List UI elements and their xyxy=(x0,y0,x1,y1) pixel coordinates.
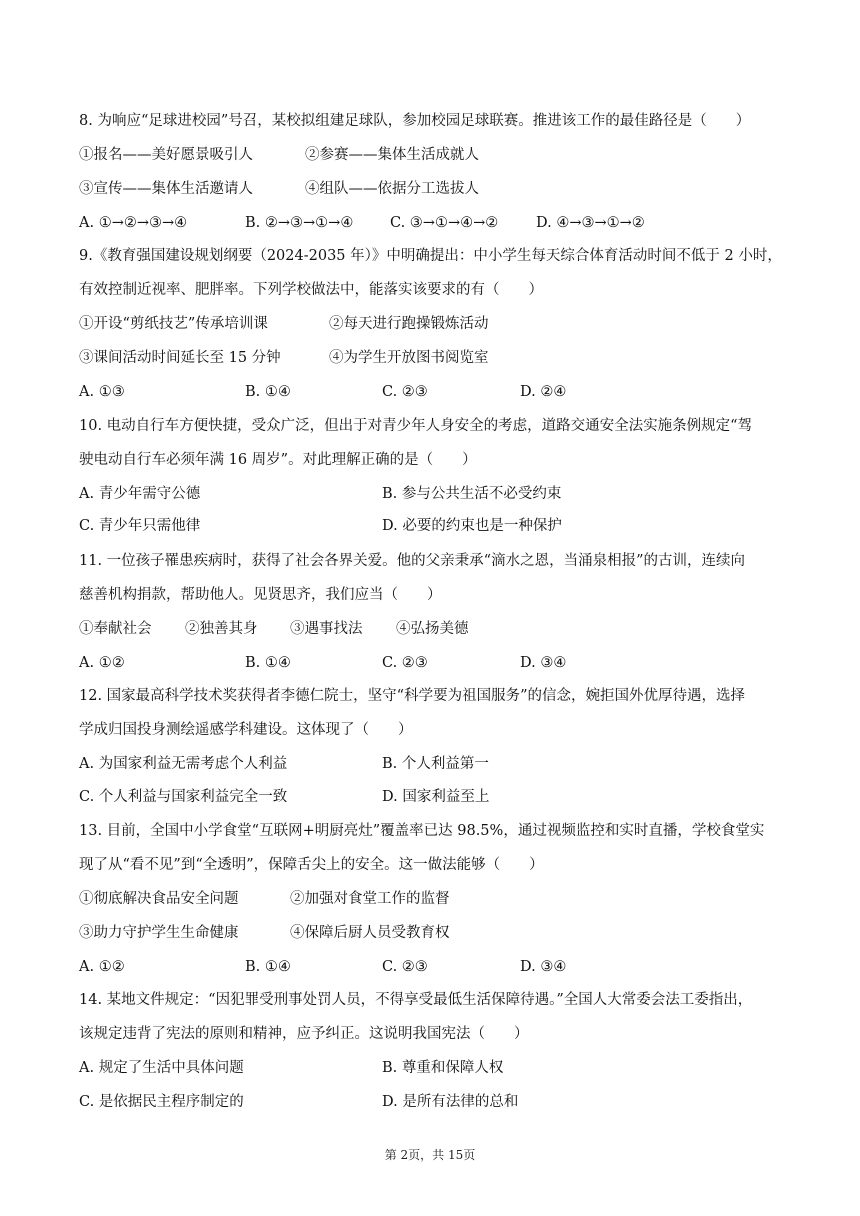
question-10-stem-line-2: 驶电动自行车必须年满 16 周岁”。对此理解正确的是（ ） xyxy=(79,452,477,468)
option-c: C. 个人利益与国家利益完全一致 xyxy=(79,789,288,805)
question-11-item-4: ④弘扬美德 xyxy=(396,621,469,637)
question-9-item-2: ②每天进行跑操锻炼活动 xyxy=(329,316,489,332)
question-9-item-1: ①开设“剪纸技艺”传承培训课 xyxy=(79,316,268,332)
option-d: D. 是所有法律的总和 xyxy=(382,1094,519,1110)
option-c: C. 是依据民主程序制定的 xyxy=(79,1094,244,1110)
option-d: D. 国家利益至上 xyxy=(382,789,490,805)
option-c: C. ③→①→④→② xyxy=(390,215,499,231)
option-b: B. 个人利益第一 xyxy=(382,756,489,772)
option-b: B. ②→③→①→④ xyxy=(245,215,354,231)
question-14-stem-line-2: 该规定违背了宪法的原则和精神，应予纠正。这说明我国宪法（ ） xyxy=(79,1026,529,1042)
option-c: C. ②③ xyxy=(382,384,428,400)
option-b: B. ①④ xyxy=(245,655,291,671)
option-a: A. 青少年需守公德 xyxy=(79,486,201,502)
page-number-footer: 第 2页，共 15页 xyxy=(384,1148,476,1162)
option-a: A. ①② xyxy=(79,655,125,671)
question-13-item-2: ②加强对食堂工作的监督 xyxy=(290,891,450,907)
question-8-item-3: ③宣传——集体生活邀请人 xyxy=(79,181,253,197)
question-13-stem-line-2: 现了从“看不见”到“全透明”，保障舌尖上的安全。这一做法能够（ ） xyxy=(79,857,544,873)
question-13-item-3: ③助力守护学生生命健康 xyxy=(79,925,239,941)
question-13-item-4: ④保障后厨人员受教育权 xyxy=(290,925,450,941)
question-11-stem-line-2: 慈善机构捐款，帮助他人。见贤思齐，我们应当（ ） xyxy=(79,587,442,603)
option-c: C. ②③ xyxy=(382,655,428,671)
option-d: D. ②④ xyxy=(520,384,567,400)
question-8-item-2: ②参赛——集体生活成就人 xyxy=(305,147,479,163)
question-14-stem-line-1: 14. 某地文件规定：“因犯罪受刑事处罚人员，不得享受最低生活保障待遇。”全国人大常委会法工委指出， xyxy=(79,992,753,1008)
option-a: A. ①③ xyxy=(79,384,125,400)
option-c: C. ②③ xyxy=(382,959,428,975)
question-8-item-4: ④组队——依据分工选拔人 xyxy=(305,181,479,197)
question-11-item-1: ①奉献社会 xyxy=(79,621,152,637)
question-11-item-2: ②独善其身 xyxy=(185,621,258,637)
question-9-stem-line-1: 9.《教育强国建设规划纲要（2024-2035 年）》中明确提出：中小学生每天综合体育活动时间不低于 2 小时， xyxy=(79,248,782,264)
option-a: A. ①→②→③→④ xyxy=(79,215,188,231)
question-8-stem: 8. 为响应“足球进校园”号召，某校拟组建足球队，参加校园足球联赛。推进该工作的最佳路径是（ ） xyxy=(79,113,751,129)
option-a: A. 为国家利益无需考虑个人利益 xyxy=(79,756,288,772)
question-12-stem-line-1: 12. 国家最高科学技术奖获得者李德仁院士，坚守“科学要为祖国服务”的信念，婉拒国外优厚待遇，选择 xyxy=(79,688,745,704)
option-a: A. ①② xyxy=(79,959,125,975)
option-d: D. ④→③→①→② xyxy=(536,215,645,231)
question-8-item-1: ①报名——美好愿景吸引人 xyxy=(79,147,253,163)
question-9-item-3: ③课间活动时间延长至 15 分钟 xyxy=(79,350,281,366)
question-10-stem-line-1: 10. 电动自行车方便快捷，受众广泛，但出于对青少年人身安全的考虑，道路交通安全法实施条例规定“驾 xyxy=(79,418,753,434)
option-d: D. ③④ xyxy=(520,959,567,975)
option-c: C. 青少年只需他律 xyxy=(79,518,201,534)
question-11-stem-line-1: 11. 一位孩子罹患疾病时，获得了社会各界关爱。他的父亲秉承“滴水之恩，当涌泉相报”的古训，连续向 xyxy=(79,553,745,569)
option-d: D. ③④ xyxy=(520,655,567,671)
question-9-item-4: ④为学生开放图书阅览室 xyxy=(329,350,489,366)
option-b: B. ①④ xyxy=(245,959,291,975)
option-d: D. 必要的约束也是一种保护 xyxy=(382,518,562,534)
option-b: B. ①④ xyxy=(245,384,291,400)
question-13-stem-line-1: 13. 目前，全国中小学食堂“互联网+明厨亮灶”覆盖率已达 98.5%，通过视频监控和实时直播，学校食堂实 xyxy=(79,823,765,839)
option-a: A. 规定了生活中具体问题 xyxy=(79,1060,244,1076)
option-b: B. 尊重和保障人权 xyxy=(382,1060,504,1076)
question-13-item-1: ①彻底解决食品安全问题 xyxy=(79,891,239,907)
option-b: B. 参与公共生活不必受约束 xyxy=(382,486,562,502)
question-11-item-3: ③遇事找法 xyxy=(290,621,363,637)
question-12-stem-line-2: 学成归国投身测绘遥感学科建设。这体现了（ ） xyxy=(79,722,413,738)
question-9-stem-line-2: 有效控制近视率、肥胖率。下列学校做法中，能落实该要求的有（ ） xyxy=(79,282,543,298)
